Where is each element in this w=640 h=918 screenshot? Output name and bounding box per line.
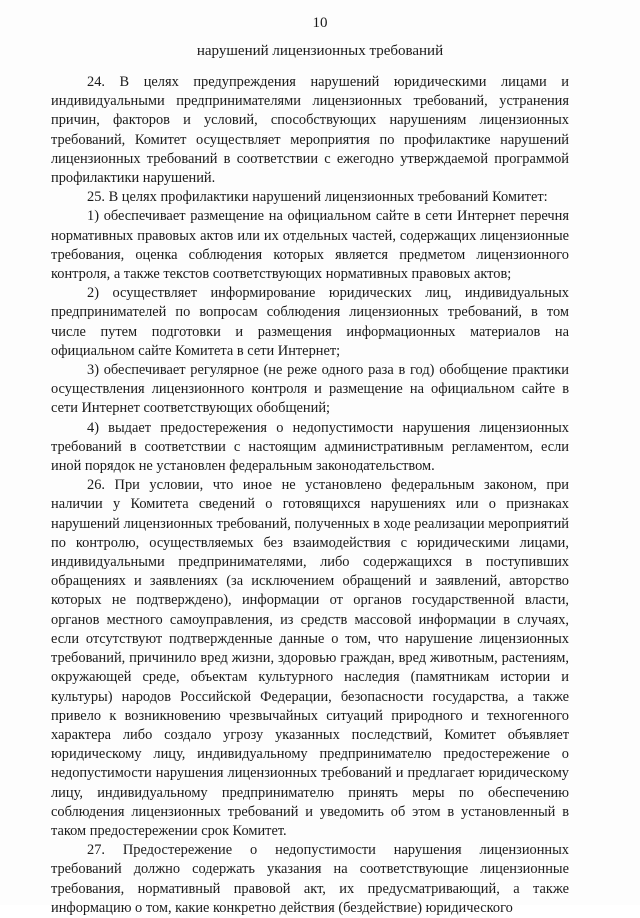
paragraph-27: 27. Предостережение о недопустимости нарушения лицензионных требований должно содержать указания на соответствующие лицензионные требования, нормативный правовой акт, их предусматривающий, а также информацию о том, какие конкретно действия (бездействие) юридического — [51, 842, 569, 916]
paragraph-25-item-3: 3) обеспечивает регулярное (не реже одного раза в год) обобщение практики осуществления лицензионного контроля и размещение на официальном сайте в сети Интернет соответствующих обобщений; — [51, 362, 569, 417]
paragraph-25: 25. В целях профилактики нарушений лицензионных требований Комитет: — [87, 189, 548, 206]
continued-heading-line: нарушений лицензионных требований — [196, 43, 444, 59]
paragraph-24: 24. В целях предупреждения нарушений юридическими лицами и индивидуальными предпринимателями лицензионных требований, устранения причин, факторов и условий, способствующих нарушениям лицензионных требований, Комитет осуществляет мероприятия по профилактике нарушений лицензионных требований в соответствии с ежегодно утверждаемой программой профилактики нарушений. — [51, 74, 569, 187]
paragraph-26: 26. При условии, что иное не установлено федеральным законом, при наличии у Комитета сведений о готовящихся нарушениях или о признаках нарушений лицензионных требований, полученных в ходе реализации мероприятий по контролю, осуществляемых без взаимодействия с юридическими лицами, индивидуальными предпринимателями, либо содержащихся в поступивших обращениях и заявлениях (за исключением обращений и заявлений, авторство которых не подтверждено), информации от органов государственной власти, органов местного самоуправления, из средств массовой информации в случаях, если отсутствуют подтвержденные данные о том, что нарушение лицензионных требований, причинило вред жизни, здоровью граждан, вред животным, растениям, окружающей среде, объектам культурного наследия (памятникам истории и культуры) народов Российской Федерации, безопасности государства, а также привело к возникновению чрезвычайных ситуаций природного и техногенного характера либо создало угрозу указанных последствий, Комитет объявляет юридическому лицу, индивидуальному предпринимателю предостережение о недопустимости нарушения лицензионных требований и предлагает юридическому лицу, индивидуальному предпринимателю принять меры по обеспечению соблюдения лицензионных требований и уведомить об этом в установленный в таком предостережении срок Комитет. — [51, 477, 569, 839]
paragraph-25-item-4: 4) выдает предостережения о недопустимости нарушения лицензионных требований в соответствии с настоящим административным регламентом, если иной порядок не установлен федеральным законодательством. — [51, 419, 569, 475]
page-number: 10 — [312, 15, 328, 31]
paragraph-25-item-1: 1) обеспечивает размещение на официальном сайте в сети Интернет перечня нормативных правовых актов или их отдельных частей, содержащих лицензионные требования, оценка соблюдения которых является предметом лицензионного контроля, а также текстов соответствующих нормативных правовых актов; — [51, 208, 569, 283]
document-body — [51, 73, 569, 918]
paragraph-25-item-2: 2) осуществляет информирование юридических лиц, индивидуальных предпринимателей по вопросам соблюдения лицензионных требований, в том числе путем подготовки и размещения информационных материалов на официальном сайте Комитета в сети Интернет; — [51, 285, 569, 359]
